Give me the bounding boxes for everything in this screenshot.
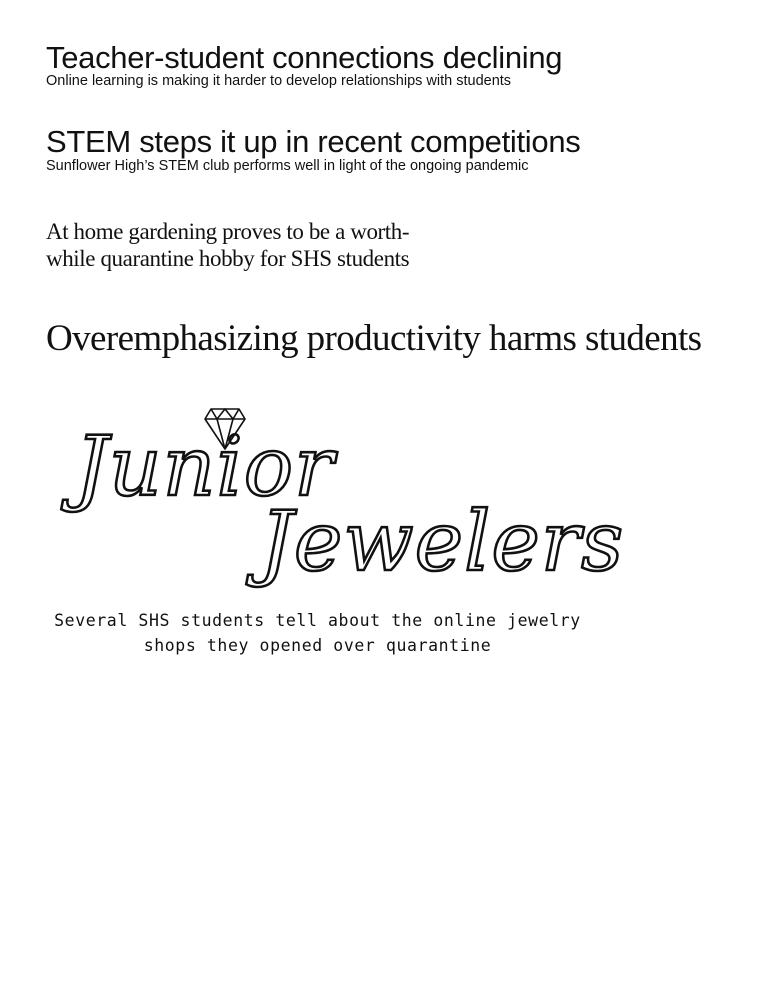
headline-gardening-line-1: At home gardening proves to be a worth- <box>46 219 410 244</box>
deck-teacher-student: Online learning is making it harder to develop relationships with students <box>46 73 512 89</box>
feature-title-line-1: Junior <box>75 420 335 515</box>
feature-title-line-2: Jewelers <box>260 495 625 590</box>
feature-caption-line-2: shops they opened over quarantine <box>143 636 492 655</box>
headline-stem: STEM steps it up in recent competitions <box>46 124 581 159</box>
feature-caption-line-1: Several SHS students tell about the online jewelry <box>54 611 581 630</box>
headline-gardening-line-2: while quarantine hobby for SHS students <box>46 246 410 271</box>
headline-productivity: Overemphasizing productivity harms students <box>46 318 702 359</box>
deck-stem: Sunflower High’s STEM club performs well in light of the ongoing pandemic <box>46 158 529 174</box>
headline-teacher-student: Teacher-student connections declining <box>46 40 563 75</box>
feature-title-art <box>60 395 625 610</box>
